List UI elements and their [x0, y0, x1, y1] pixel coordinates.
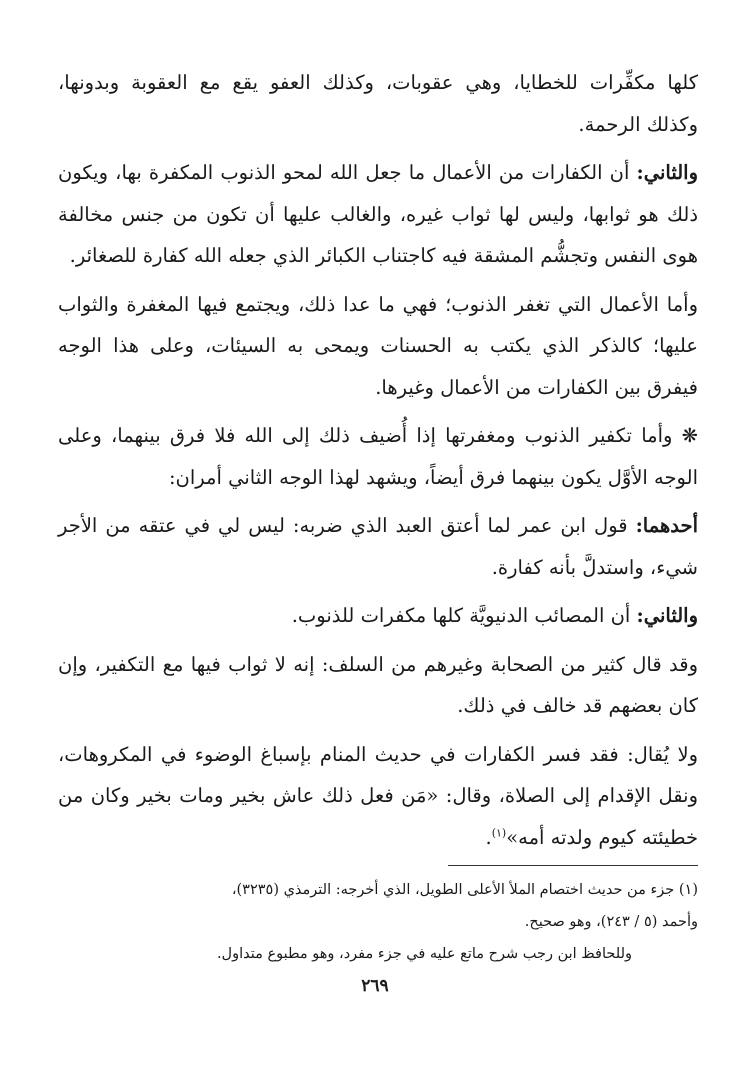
paragraph-2-label: والثاني:: [636, 161, 698, 184]
page-body: [58, 62, 698, 970]
paragraph-4: [58, 415, 698, 498]
paragraph-2: [58, 152, 698, 277]
paragraph-5-label: أحدهما:: [635, 514, 698, 537]
footnotes: [58, 874, 698, 970]
paragraph-8-text: ولا يُقال: فقد فسر الكفارات في حديث المنام بإسباغ الوضوء في المكروهات، ونقل الإقدام إلى الصلاة، وقال: «مَن فعل ذلك عاش بخير ومات بخير وكان من خطيئته كيوم ولدته أمه»: [58, 742, 698, 849]
paragraph-1-text: كلها مكفِّرات للخطايا، وهي عقوبات، وكذلك العفو يقع مع العقوبة وبدونها، وكذلك الرحمة.: [58, 71, 698, 136]
footnote-1-line-1: (١) جزء من حديث اختصام الملأ الأعلى الطويل، الذي أخرجه: الترمذي (٣٢٣٥)،: [231, 882, 698, 898]
paragraph-1: [58, 62, 698, 145]
paragraph-6-text: أن المصائب الدنيويَّة كلها مكفرات للذنوب.: [291, 604, 637, 627]
paragraph-2-text: أن الكفارات من الأعمال ما جعل الله لمحو الذنوب المكفرة بها، ويكون ذلك هو ثوابها، وليس لها ثواب غيره، والغالب عليها أن تكون من جنس مخالفة هوى النفس وتجشُّم المشقة فيه كاجتناب الكبائر الذي جعله الله كفارة للصغائر.: [58, 161, 698, 267]
page-number: ٢٦٩: [361, 976, 389, 996]
paragraph-4-text: ❋ وأما تكفير الذنوب ومغفرتها إذا أُضيف ذلك إلى الله فلا فرق بينهما، وعلى الوجه الأوَّل يكون بينهما فرق أيضاً، ويشهد لهذا الوجه الثاني أمران:: [58, 424, 698, 489]
footnote-note: وللحافظ ابن رجب شرح ماتع عليه في جزء مفرد، وهو مطبوع متداول.: [216, 946, 632, 962]
footnote-1-line-2: وأحمد (٥ / ٢٤٣)، وهو صحيح.: [524, 914, 698, 930]
paragraph-3: [58, 284, 698, 409]
paragraph-8: [58, 734, 698, 859]
paragraph-5: [58, 505, 698, 588]
paragraph-3-text: وأما الأعمال التي تغفر الذنوب؛ فهي ما عدا ذلك، ويجتمع فيها المغفرة والثواب عليها؛ كالذكر الذي يكتب به الحسنات ويمحى به السيئات، وعلى هذا الوجه فيفرق بين الكفارات من الأعمال وغيرها.: [58, 292, 698, 399]
paragraph-8-end: .: [485, 825, 492, 849]
paragraph-6-label: والثاني:: [636, 604, 698, 627]
footnote-reference-1[interactable]: (١): [491, 826, 507, 839]
footnote-divider: [448, 865, 698, 866]
paragraph-7: [58, 644, 698, 727]
paragraph-7-text: وقد قال كثير من الصحابة وغيرهم من السلف: إنه لا ثواب فيها مع التكفير، وإن كان بعضهم قد خالف في ذلك.: [58, 652, 698, 717]
paragraph-6: [58, 595, 698, 637]
paragraph-5-text: قول ابن عمر لما أعتق العبد الذي ضربه: ليس لي في عتقه من الأجر شيء، واستدلَّ بأنه كفارة.: [58, 514, 698, 579]
